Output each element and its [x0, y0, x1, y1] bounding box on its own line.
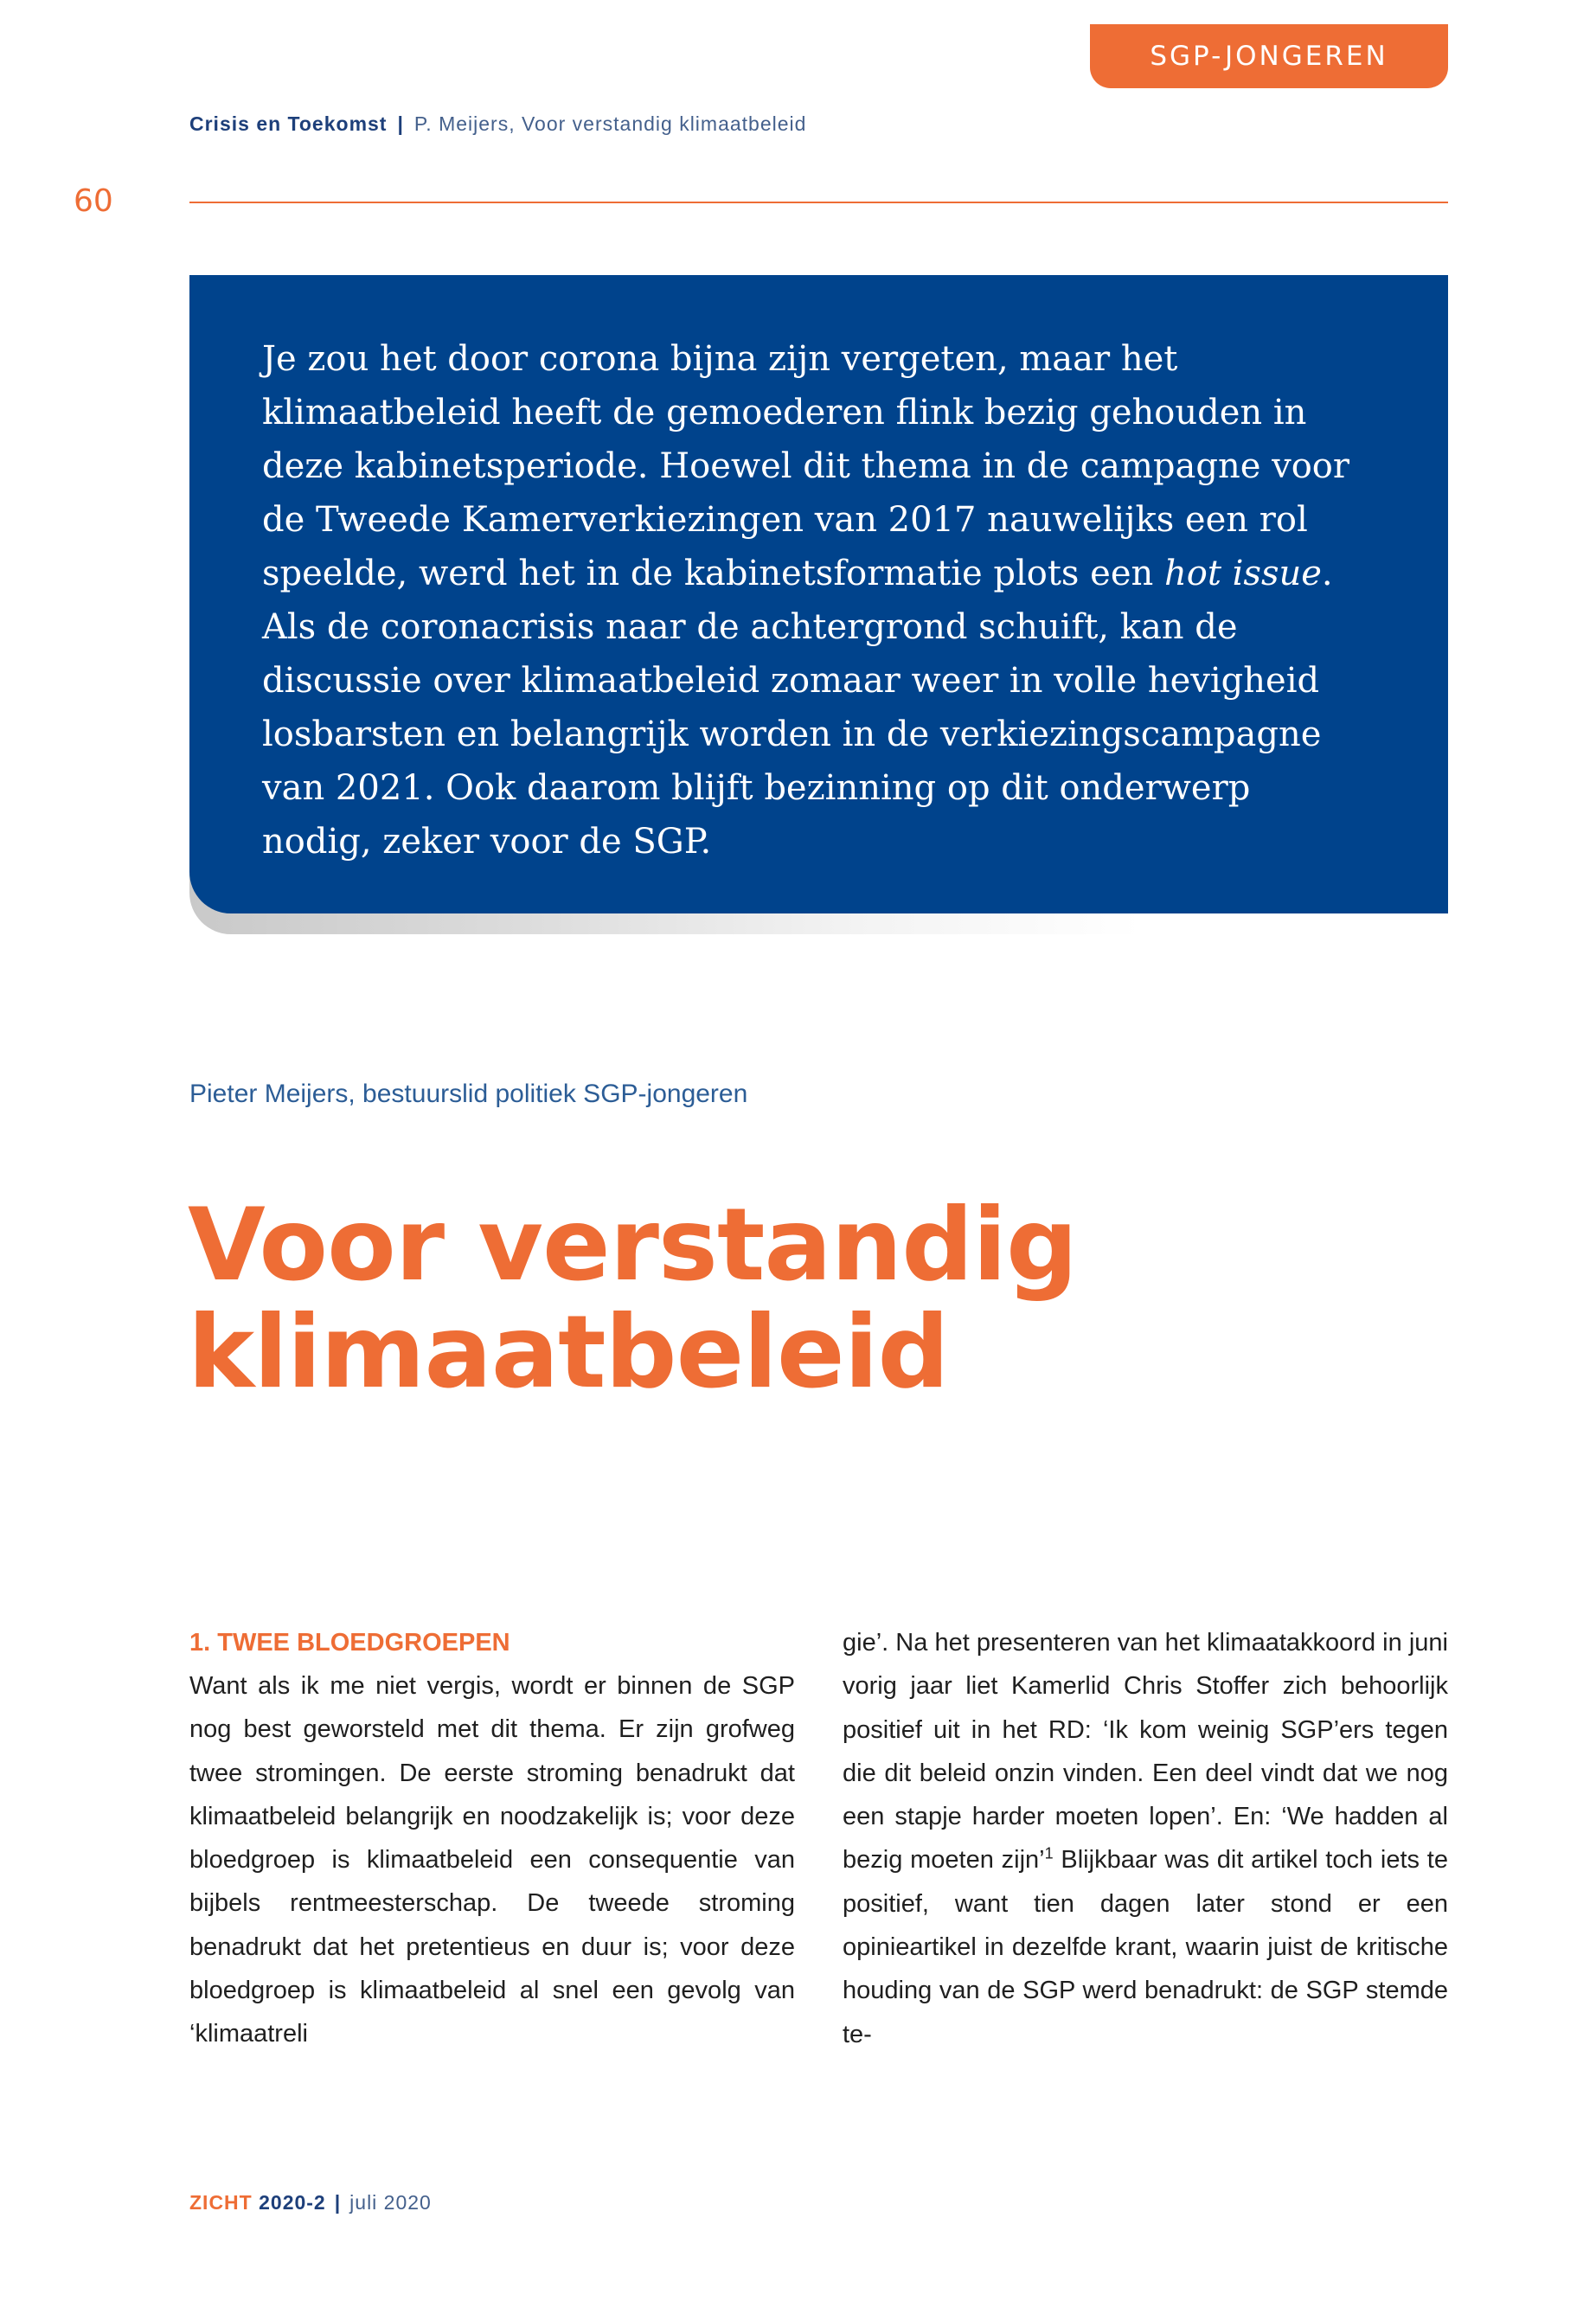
section-heading: 1. TWEE BLOEDGROEPEN	[189, 1629, 510, 1657]
footnote-reference[interactable]: 1	[1044, 1844, 1054, 1862]
running-head-article: P. Meijers, Voor verstandig klimaatbeleid	[413, 112, 807, 135]
body-column-right	[843, 1621, 1448, 2056]
running-head-section: Crisis en Toekomst	[189, 112, 388, 135]
header-rule	[189, 202, 1448, 203]
article-title-line2: klimaatbeleid	[188, 1294, 949, 1411]
intro-box	[189, 275, 1448, 913]
article-title-line1: Voor verstandig	[188, 1187, 1078, 1304]
intro-text-part2: . Als de coronacrisis naar de achtergrond schuift, kan de discussie over klimaatbeleid zomaar weer in volle hevigheid losbarsten en belangrijk worden in de verkiezingscampagne van 2021. Ook daarom blijft bezinning op dit onderwerp nodig, zeker voor de SGP.	[262, 554, 1333, 862]
running-head-separator: |	[397, 112, 404, 135]
article-title	[188, 1187, 1078, 1411]
body-column-left	[189, 1621, 795, 2056]
section-tab-label: SGP-JONGEREN	[1150, 41, 1388, 72]
footer-magazine: ZICHT	[189, 2191, 253, 2214]
body-text-right-part2: Blijkbaar was dit artikel toch iets te positief, want tien dagen later stond er een opinieartikel in dezelfde krant, waarin juist de kritische houding van de SGP werd benadrukt: de SGP stemde te-	[843, 1846, 1448, 2048]
intro-text-part1: Je zou het door corona bijna zijn vergeten, maar het klimaatbeleid heeft de gemoederen flink bezig gehouden in deze kabinetsperiode. Hoewel dit thema in de campagne voor de Tweede Kamerverkiezingen van 2017 nauwelijks een rol speelde, werd het in de kabinetsformatie plots een	[262, 339, 1350, 593]
intro-text	[262, 332, 1362, 868]
author-byline: Pieter Meijers, bestuurslid politiek SGP-jongeren	[189, 1080, 748, 1108]
intro-emphasis: hot issue	[1164, 554, 1322, 593]
body-text-right-part1: gie’. Na het presenteren van het klimaatakkoord in juni vorig jaar liet Kamerlid Chris Stoffer zich behoorlijk positief uit in het RD: ‘Ik kom weinig SGP’ers tegen die dit beleid onzin vinden. Een deel vindt dat we nog een stapje harder moeten lopen’. En: ‘We hadden al bezig moeten zijn’	[843, 1629, 1448, 1875]
body-paragraph-right	[843, 1621, 1448, 2056]
running-head	[189, 112, 806, 136]
page-footer	[189, 2191, 432, 2214]
footer-date: juli 2020	[349, 2191, 432, 2214]
section-tab	[1090, 24, 1448, 88]
page-number: 60	[74, 183, 113, 219]
footer-issue: 2020-2	[259, 2191, 326, 2214]
body-paragraph-left: Want als ik me niet vergis, wordt er binnen de SGP nog best geworsteld met dit thema. Er zijn grofweg twee stromingen. De eerste stroming benadrukt dat klimaatbeleid belangrijk en noodzakelijk is; voor deze bloedgroep is klimaatbeleid een consequentie van bijbels rentmeesterschap. De tweede stroming benadrukt dat het pretentieus en duur is; voor deze bloedgroep is klimaatbeleid al snel een gevolg van ‘klimaatreli	[189, 1672, 795, 2048]
footer-separator: |	[334, 2191, 342, 2214]
